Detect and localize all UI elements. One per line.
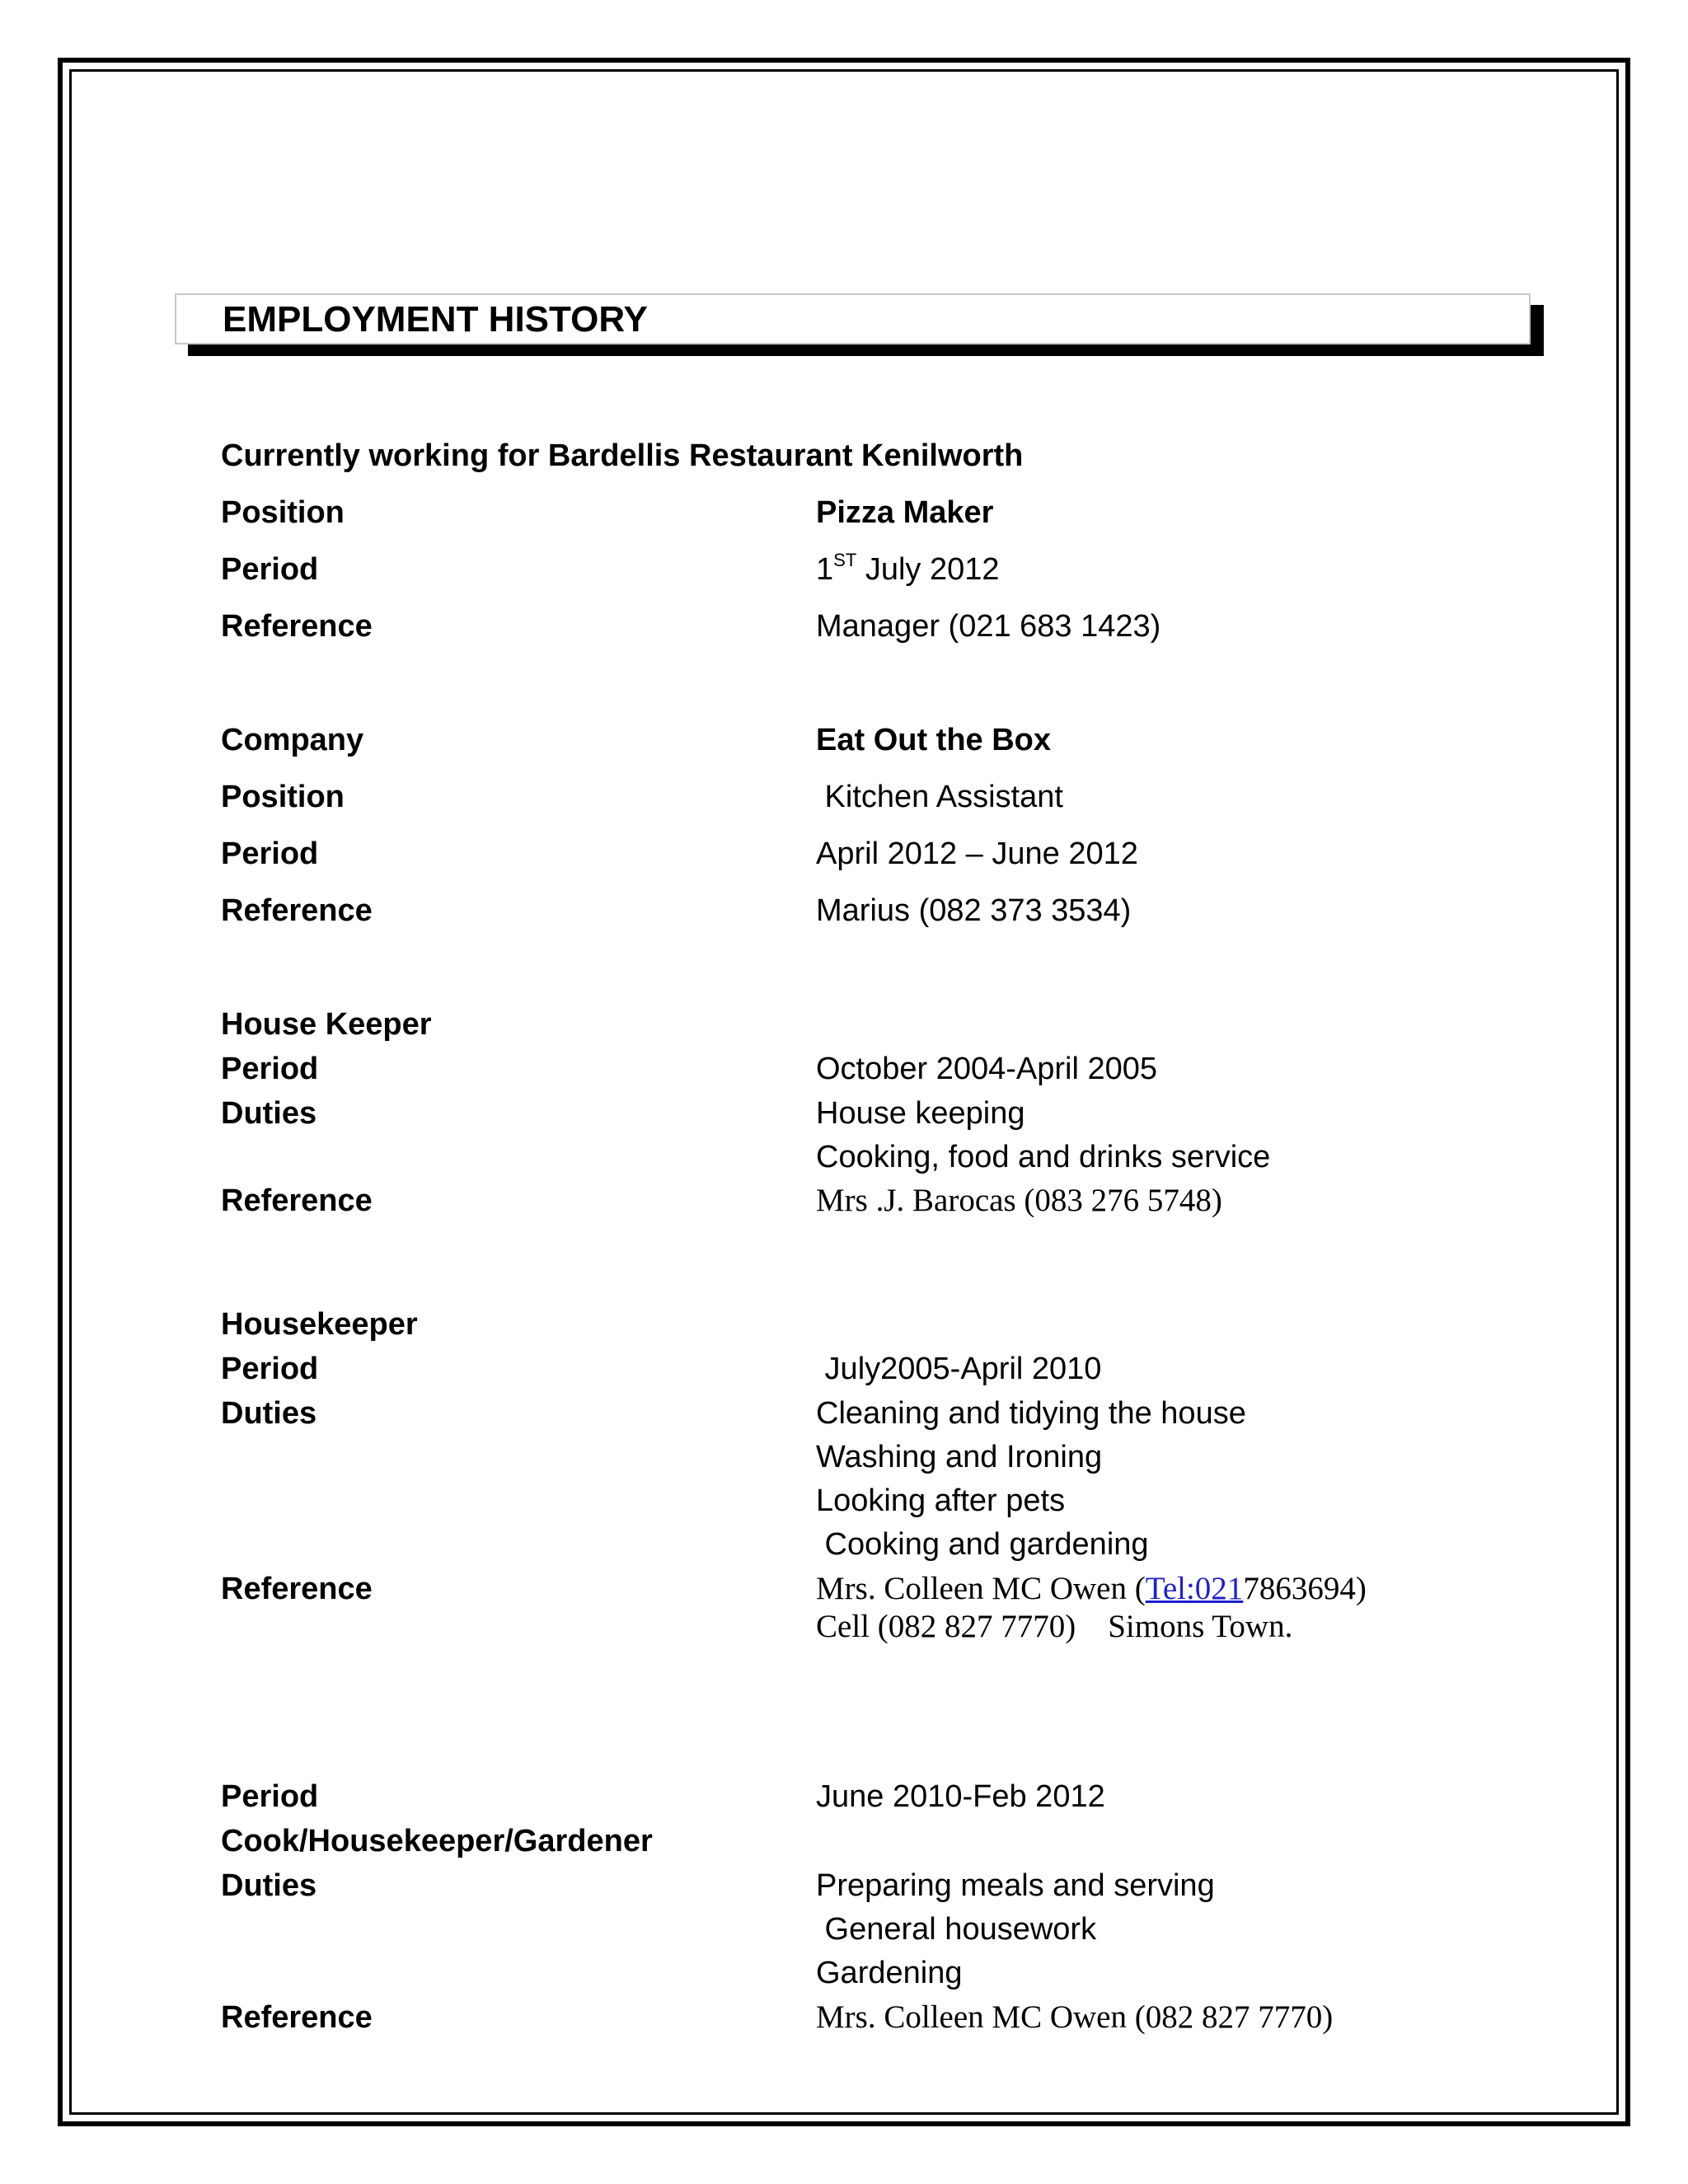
job3-period-label: Period xyxy=(221,1052,319,1086)
job4-duty-item: Cooking and gardening xyxy=(816,1527,1149,1562)
job2-company-value: Eat Out the Box xyxy=(816,723,1052,757)
job4-reference-prefix: Mrs. Colleen MC Owen ( xyxy=(816,1571,1146,1606)
job3-title: House Keeper xyxy=(221,1007,432,1042)
tel-link[interactable]: Tel:021 xyxy=(1145,1571,1244,1606)
job4-period-value: July2005-April 2010 xyxy=(816,1352,1102,1386)
job3-duty-item: House keeping xyxy=(816,1096,1025,1131)
job2-reference-label: Reference xyxy=(221,893,373,928)
job3-reference-value: Mrs .J. Barocas (083 276 5748) xyxy=(816,1183,1222,1218)
job3-duty-item: Cooking, food and drinks service xyxy=(816,1140,1271,1174)
job4-period-label: Period xyxy=(221,1352,319,1386)
job1-reference-value: Manager (021 683 1423) xyxy=(816,609,1161,644)
job1-period-suffix: ST xyxy=(833,550,857,570)
job5-duty-item: General housework xyxy=(816,1912,1097,1947)
job3-reference-label: Reference xyxy=(221,1183,373,1218)
job5-reference-label: Reference xyxy=(221,2000,373,2035)
job5-period-label: Period xyxy=(221,1779,319,1814)
job5-duty-item: Preparing meals and serving xyxy=(816,1868,1215,1903)
job4-reference-value xyxy=(816,1570,1367,1608)
job2-reference-value: Marius (082 373 3534) xyxy=(816,893,1132,928)
job5-period-value: June 2010-Feb 2012 xyxy=(816,1779,1105,1814)
job2-company-label: Company xyxy=(221,723,364,757)
job2-position-value: Kitchen Assistant xyxy=(816,780,1063,814)
job1-period-value xyxy=(816,551,1000,588)
job5-duty-item: Gardening xyxy=(816,1956,963,1990)
job4-duties-label: Duties xyxy=(221,1396,317,1431)
job4-title: Housekeeper xyxy=(221,1307,418,1342)
section-title: EMPLOYMENT HISTORY xyxy=(223,299,648,340)
job1-position-value: Pizza Maker xyxy=(816,495,994,530)
job4-duty-item: Cleaning and tidying the house xyxy=(816,1396,1246,1431)
job1-position-label: Position xyxy=(221,495,345,530)
job1-period-rest: July 2012 xyxy=(856,552,1000,587)
job3-period-value: October 2004-April 2005 xyxy=(816,1052,1158,1086)
section-heading-box xyxy=(175,293,1531,344)
job5-title: Cook/Housekeeper/Gardener xyxy=(221,1824,653,1858)
job2-period-value: April 2012 – June 2012 xyxy=(816,837,1138,871)
job4-duty-item: Washing and Ironing xyxy=(816,1440,1103,1474)
job4-duty-item: Looking after pets xyxy=(816,1483,1066,1518)
job2-period-label: Period xyxy=(221,837,319,871)
job4-reference-suffix: 7863694) xyxy=(1243,1571,1367,1606)
job5-duties-label: Duties xyxy=(221,1868,317,1903)
job1-period-day: 1 xyxy=(816,552,834,587)
job2-position-label: Position xyxy=(221,780,345,814)
job5-reference-value: Mrs. Colleen MC Owen (082 827 7770) xyxy=(816,1999,1334,2035)
job3-duties-label: Duties xyxy=(221,1096,317,1131)
job1-period-label: Period xyxy=(221,552,319,587)
job4-reference-line2: Cell (082 827 7770) Simons Town. xyxy=(816,1609,1293,1644)
job1-intro: Currently working for Bardellis Restaurant Kenilworth xyxy=(221,438,1024,473)
job4-reference-label: Reference xyxy=(221,1572,373,1606)
job1-reference-label: Reference xyxy=(221,609,373,644)
